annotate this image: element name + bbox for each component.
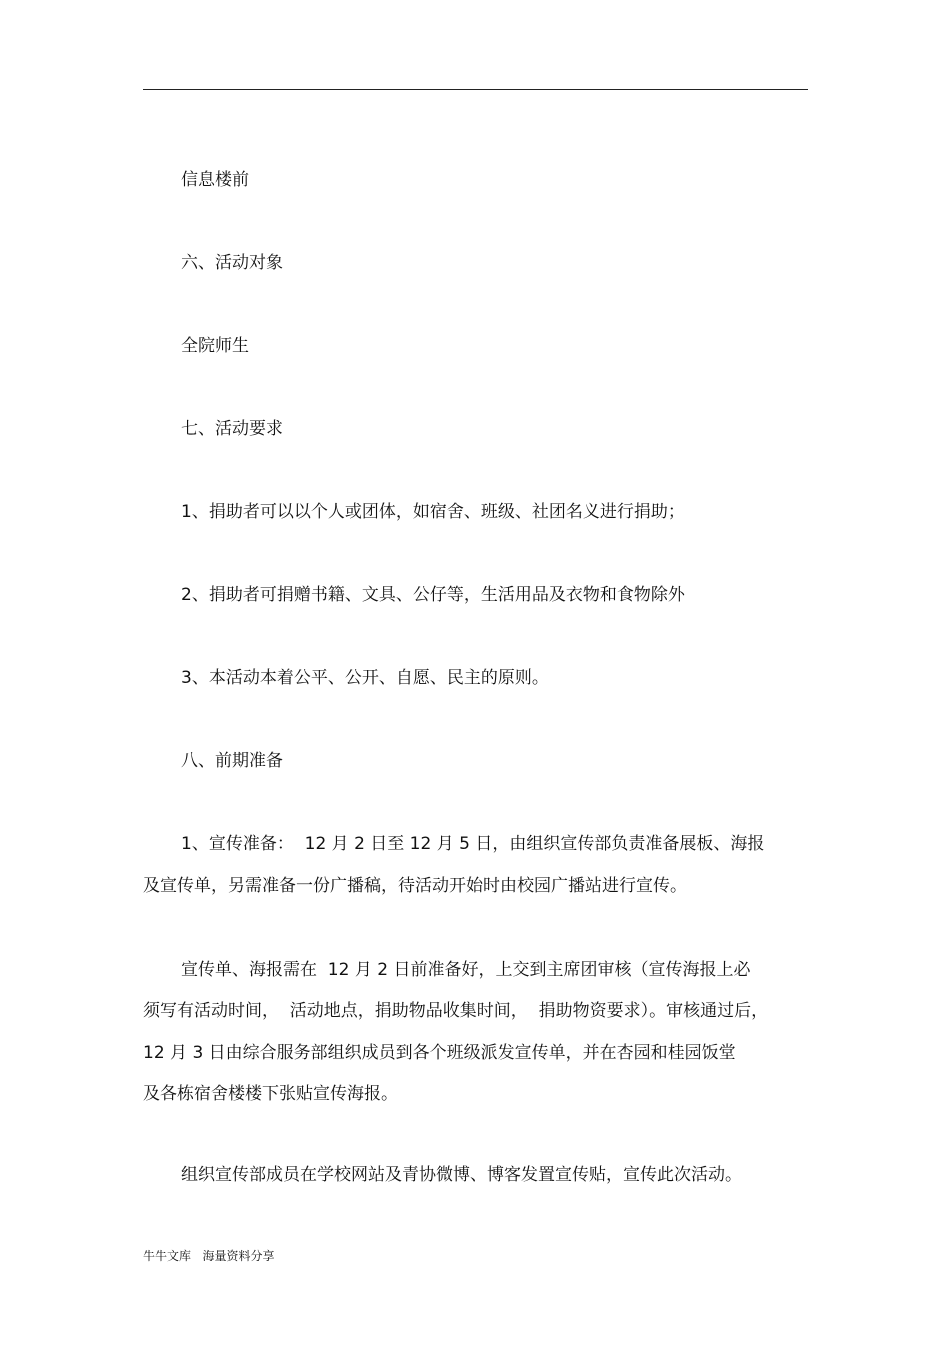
requirement-item-2: 2、捐助者可捐赠书籍、文具、公仔等，生活用品及衣物和食物除外	[181, 585, 685, 605]
heading-section-8: 八、前期准备	[181, 751, 283, 771]
prep-paragraph-2-line-1: 宣传单、海报需在 12 月 2 日前准备好，上交到主席团审核（宣传海报上必	[181, 960, 751, 980]
footer-text: 牛牛文库 海量资料分享	[143, 1249, 275, 1263]
prep-paragraph-2-line-4: 及各栋宿舍楼楼下张贴宣传海报。	[143, 1084, 398, 1104]
paragraph-venue: 信息楼前	[181, 170, 249, 190]
requirement-item-3: 3、本活动本着公平、公开、自愿、民主的原则。	[181, 668, 549, 688]
prep-paragraph-1-line-2: 及宣传单，另需准备一份广播稿，待活动开始时由校园广播站进行宣传。	[143, 876, 687, 896]
paragraph-participants: 全院师生	[181, 336, 249, 356]
header-rule	[143, 89, 808, 90]
prep-paragraph-2-line-2: 须写有活动时间， 活动地点，捐助物品收集时间， 捐助物资要求）。审核通过后，	[143, 1001, 769, 1021]
prep-paragraph-3: 组织宣传部成员在学校网站及青协微博、博客发置宣传贴，宣传此次活动。	[181, 1165, 742, 1185]
requirement-item-1: 1、捐助者可以以个人或团体，如宿舍、班级、社团名义进行捐助；	[181, 502, 685, 522]
heading-section-6: 六、活动对象	[181, 253, 283, 273]
prep-paragraph-1-line-1: 1、宣传准备： 12 月 2 日至 12 月 5 日，由组织宣传部负责准备展板、海报	[181, 834, 765, 854]
prep-paragraph-2-line-3: 12 月 3 日由综合服务部组织成员到各个班级派发宣传单，并在杏园和桂园饭堂	[143, 1043, 736, 1063]
heading-section-7: 七、活动要求	[181, 419, 283, 439]
